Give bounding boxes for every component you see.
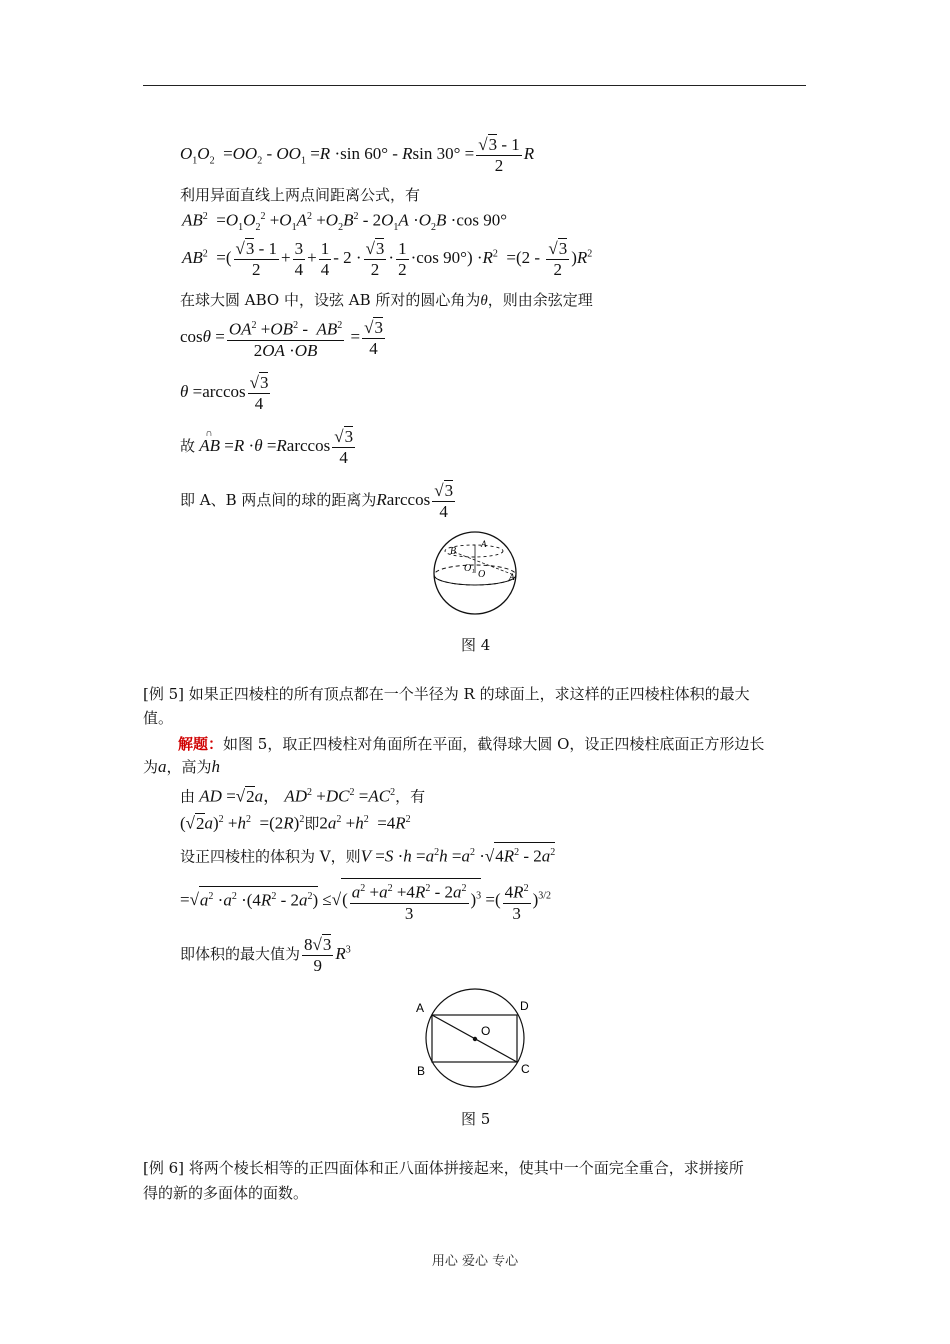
text-distance-formula: 利用异面直线上两点间距离公式，有 <box>180 186 421 204</box>
page-footer: 用心 爱心 专心 <box>431 1254 519 1269</box>
eq-theta: θ =arccos $\frac{√3}{4}$ <box>180 373 269 413</box>
ex5-solution: 解题：如图 5，取正四棱柱对角面所在平面，截得球大圆 O，设正四棱柱底面正方形边长 <box>178 735 765 753</box>
eq-o1o2: $O_1O_2 =OO_2 - OO_1 =R \cdot\sin$ 60° - Rsin 30° = $\frac{√3 - 1}{2}$ R <box>180 135 535 175</box>
text-great-circle: 在球大圆 ABO 中，设弦 AB 所对的圆心角为θ，则由余弦定理 <box>180 291 593 309</box>
figure-5-circle <box>410 988 540 1093</box>
fig4-label-O1: O₁ <box>464 563 475 574</box>
eq-max-volume: 即体积的最大值为 $\frac{8√3}{9}$ $R^3$ <box>180 935 351 975</box>
fig4-label-B: B <box>450 546 457 557</box>
fig4-label-A: A <box>509 572 515 582</box>
eq-ab2-value: $AB^2$ =( $\frac{√3 - 1}{2}$ + $\frac{3}{4}$ + $\frac{1}{4}$ - 2 · $\frac{√3}{2}$ · $\frac{1}{2}$ ·cos $90^\circ) \cdot R^2 =(2$ - $\frac{√3}{2}$ )$R^2$ <box>182 238 593 279</box>
ex6-title: [例 6] 将两个棱长相等的正四面体和正八面体拼接起来，使其中一个面完全重合，求拼接所 <box>143 1159 744 1177</box>
eq-relation: $(√2a)^2 +h^2 =(2R)^2$即$2a^2 +h^2 =4R^2$ <box>180 813 411 833</box>
figure-4-sphere <box>428 525 528 620</box>
eq-volume-def: 设正四棱柱的体积为 V，则$V =S \cdot h =a^2h =a^2 \cdot√4R^2 - 2a^2$ <box>180 842 555 867</box>
ex5-title: [例 5] 如果正四棱柱的所有顶点都在一个半径为 R 的球面上，求这样的正四棱柱体积的最大 <box>143 685 750 703</box>
fig5-label-C: C <box>521 1062 530 1076</box>
ex5-title-cont: 值。 <box>143 709 174 727</box>
text-distance-result: 即 A、B 两点间的球的距离为Rarccos $\frac{√3}{4}$ <box>180 481 454 521</box>
fig5-label-D: D <box>520 999 529 1013</box>
eq-cos-theta: cosθ = $\frac{OA^2 +OB^2 - AB^2}{2OA \cdot OB}$ = $\frac{√3}{4}$ <box>180 316 387 361</box>
fig5-label-A: A <box>416 1001 425 1015</box>
eq-arc-ab: 故 AB ∩ =R ·θ =Rarccos $\frac{√3}{4}$ <box>180 427 354 467</box>
fig5-label-O: O <box>481 1024 491 1038</box>
figure-5-caption: 图 5 <box>461 1110 491 1128</box>
eq-ad: 由 AD =√2a， $AD^2 +DC^2 =AC^2$，有 <box>180 786 426 806</box>
ex5-solution-cont: 为a，高为h <box>143 757 221 776</box>
fig4-label-A1: A <box>481 539 487 549</box>
center-dot <box>473 1037 477 1041</box>
header-rule <box>143 85 806 86</box>
ex6-title-cont: 得的新的多面体的面数。 <box>143 1184 309 1202</box>
fig5-label-B: B <box>417 1064 426 1078</box>
fig4-label-O: O <box>478 569 486 580</box>
eq-ab2-def: $AB^2 =O_1O_2^2 +O_1A^2 +O_2B^2 - 2O_1A \cdot O_2B \cdot\cos$ 90° <box>182 210 508 234</box>
figure-4-caption: 图 4 <box>461 636 491 654</box>
eq-volume-bound: $=√a^2 \cdot a^2 \cdot(4R^2 - 2a^2)$ ≤√( $\frac{a^2 +a^2 +4R^2 - 2a^2}{3}$ )$^3$ =( $\frac{4R^2}{3}$ )$^{3/2}$ <box>180 878 551 924</box>
